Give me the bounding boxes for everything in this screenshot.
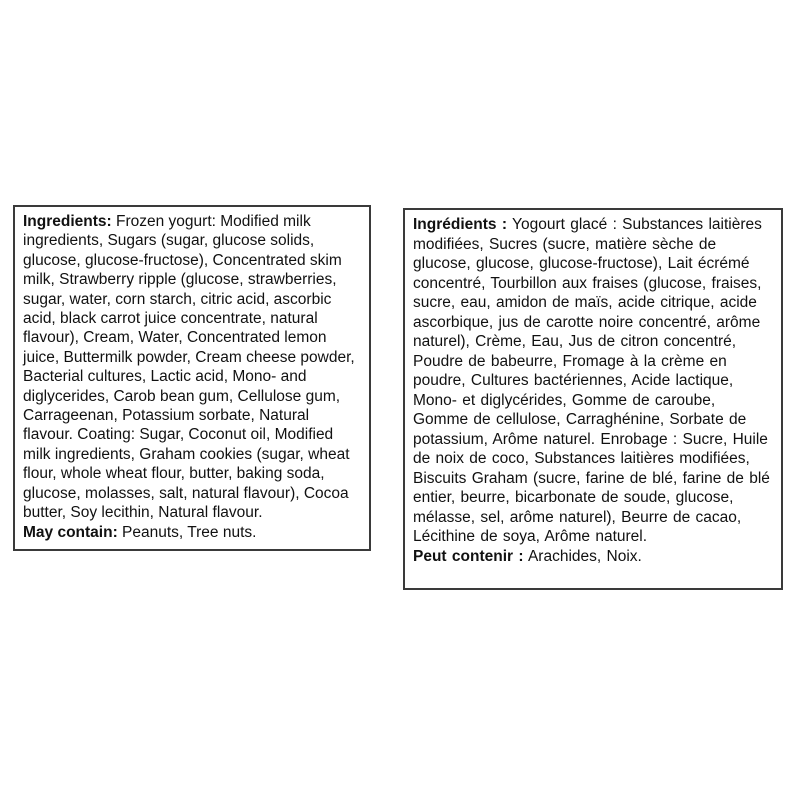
- ingredients-panel-french: [403, 208, 783, 590]
- ingredients-body-french: Yogourt glacé : Substances laitières modifiées, Sucres (sucre, matière sèche de glucose, glucose, glucose-fructose), Lait écrémé concentré, Tourbillon aux fraises (glucose, fraises, sucre, eau, amidon de maïs, acide citrique, acide ascorbique, jus de carotte noire concentré, arôme naturel), Crème, Eau, Jus de citron concentré, Poudre de babeurre, Fromage à la crème en poudre, Cultures bactériennes, Acide lactique, Mono- et diglycérides, Gomme de caroube, Gomme de cellulose, Carraghénine, Sorbate de potassium, Arôme naturel. Enrobage : Sucre, Huile de noix de coco, Substances laitières modifiées, Biscuits Graham (sucre, farine de blé, farine de blé entier, beurre, bicarbonate de soude, glucose, mélasse, sel, arôme naturel), Beurre de cacao, Lécithine de soya, Arôme naturel.: [413, 216, 770, 545]
- ingredients-heading-french: Ingrédients :: [413, 216, 508, 233]
- may-contain-body-english: Peanuts, Tree nuts.: [117, 523, 257, 541]
- may-contain-paragraph-french: [413, 547, 773, 567]
- may-contain-paragraph-english: [23, 523, 361, 542]
- may-contain-heading-french: Peut contenir :: [413, 547, 524, 565]
- may-contain-heading-english: May contain:: [23, 523, 118, 541]
- ingredients-paragraph-french: [413, 215, 773, 547]
- ingredients-panel-english: [13, 205, 371, 551]
- ingredients-paragraph-english: [23, 212, 361, 523]
- may-contain-body-french: Arachides, Noix.: [523, 547, 642, 565]
- ingredients-heading-english: Ingredients:: [23, 213, 112, 230]
- ingredients-body-english: Frozen yogurt: Modified milk ingredients, Sugars (sugar, glucose solids, glucose, glucose-fructose), Concentrated skim milk, Strawberry ripple (glucose, strawberries, sugar, water, corn starch, citric acid, ascorbic acid, black carrot juice concentrate, natural flavour), Cream, Water, Concentrated lemon juice, Buttermilk powder, Cream cheese powder, Bacterial cultures, Lactic acid, Mono- and diglycerides, Carob bean gum, Cellulose gum, Carrageenan, Potassium sorbate, Natural flavour. Coating: Sugar, Coconut oil, Modified milk ingredients, Graham cookies (sugar, wheat flour, whole wheat flour, butter, baking soda, glucose, molasses, salt, natural flavour), Cocoa butter, Soy lecithin, Natural flavour.: [23, 213, 355, 522]
